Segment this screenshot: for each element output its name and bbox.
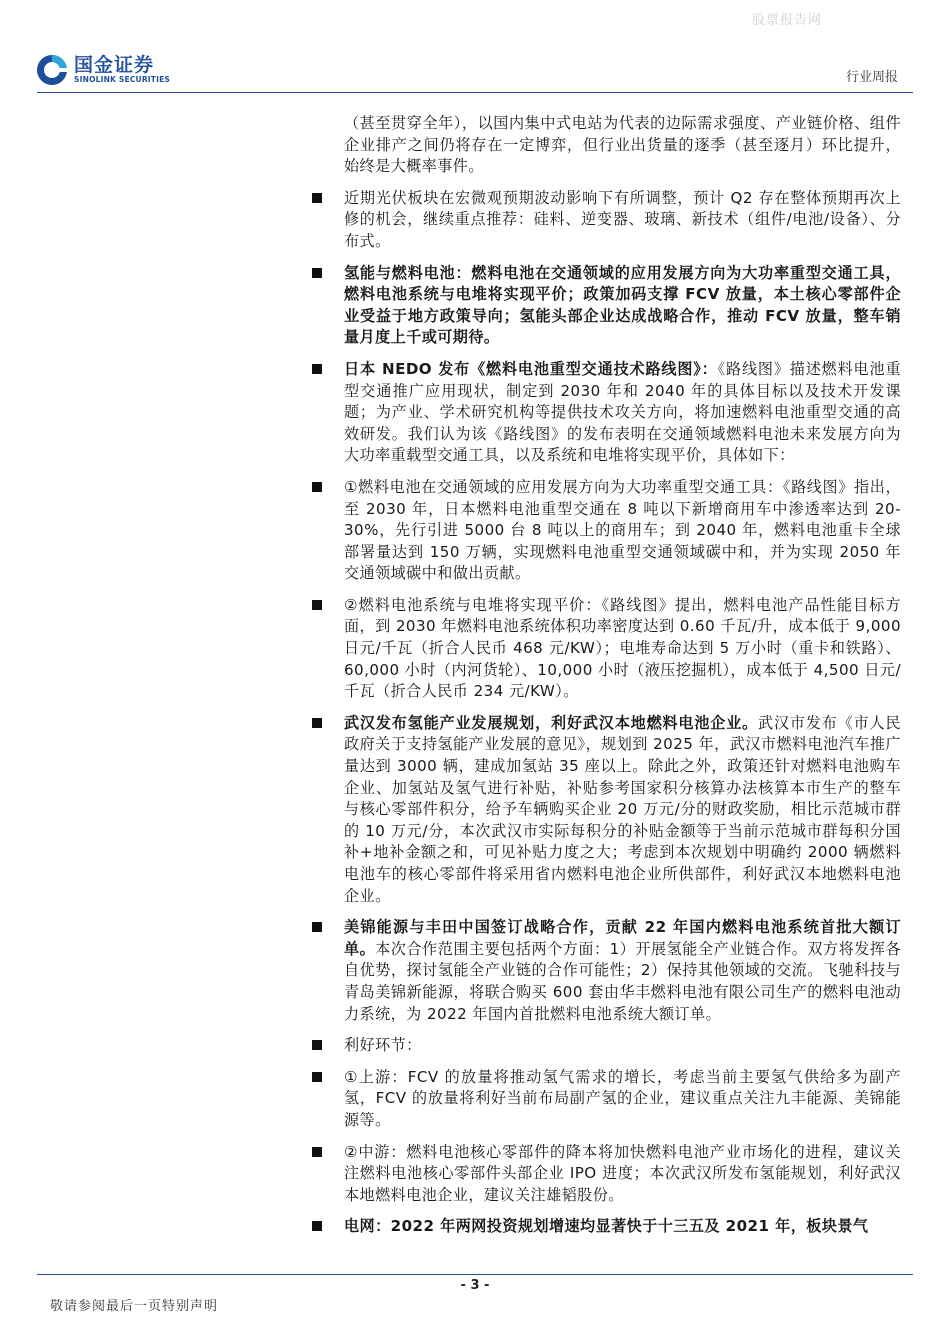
bullet-square-icon [312,364,322,374]
paragraph-11 [344,1142,901,1207]
company-logo [36,54,170,86]
paragraph-5 [344,477,901,585]
logo-chinese-name: 国金证券 [74,54,155,76]
bullet-square-icon [312,922,322,932]
paragraph-text: ①燃料电池在交通领域的应用发展方向为大功率重型交通工具：《路线图》指出，至 2030 年，日本燃料电池重型交通在 8 吨以下新增商用车中渗透率达到 20-30%，先行引进 5000 台 8 吨以上的商用车；到 2040 年，燃料电池重卡全球部署量达到 150 万辆，实现燃料电池重型交通领域碳中和，并为实现 2050 年交通领域碳中和做出贡献。 [344,477,901,583]
bullet-square-icon [312,268,322,278]
report-body [344,113,901,1238]
paragraph-7 [344,713,901,907]
bullet-square-icon [312,1147,322,1157]
paragraph-text: ②燃料电池系统与电堆将实现平价：《路线图》提出，燃料电池产品性能目标方面，到 2030 年燃料电池系统体积功率密度达到 0.60 千瓦/升，成本低于 9,000 日元/千瓦（折合人民币 468 元/KW）；电堆寿命达到 5 万小时（重卡和铁路）、60,000 小时（内河货轮）、10,000 小时（液压挖掘机），成本低于 4,500 日元/千瓦（折合人民币 234 元/KW）。 [344,595,901,701]
paragraph-text: 近期光伏板块在宏微观预期波动影响下有所调整，预计 Q2 存在整体预期再次上修的机会，继续重点推荐：硅料、逆变器、玻璃、新技术（组件/电池/设备）、分布式。 [344,188,901,250]
footer-divider [37,1274,913,1275]
paragraph-10 [344,1067,901,1132]
paragraph-text: ①上游：FCV 的放量将推动氢气需求的增长，考虑当前主要氢气供给多为副产氢，FCV 的放量将利好当前布局副产氢的企业，建议重点关注九丰能源、美锦能源等。 [344,1067,901,1129]
bullet-square-icon [312,1072,322,1082]
paragraph-4 [344,359,901,467]
paragraph-9 [344,1035,901,1057]
paragraph-3 [344,263,901,349]
paragraph-12 [344,1216,901,1238]
paragraph-lead: 武汉发布氢能产业发展规划，利好武汉本地燃料电池企业。 [344,713,759,732]
paragraph-lead: 日本 NEDO 发布《燃料电池重型交通技术路线图》： [344,359,718,378]
paragraph-1 [344,113,901,178]
paragraph-text: ②中游：燃料电池核心零部件的降本将加快燃料电池产业市场化的进程，建议关注燃料电池核心零部件头部企业 IPO 进度；本次武汉所发布氢能规划，利好武汉本地燃料电池企业，建议关注雄韬股份。 [344,1142,901,1204]
paragraph-text: 本次合作范围主要包括两个方面：1）开展氢能全产业链合作。双方将发挥各自优势，探讨氢能全产业链的合作可能性；2）保持其他领域的交流。飞驰科技与青岛美锦新能源，将联合购买 600 套由华丰燃料电池有限公司生产的燃料电池动力系统，为 2022 年国内首批燃料电池系统大额订单。 [344,939,902,1023]
logo-mark-icon [36,54,68,86]
paragraph-text: （甚至贯穿全年），以国内集中式电站为代表的边际需求强度、产业链价格、组件企业排产之间仍将存在一定博弈，但行业出货量的逐季（甚至逐月）环比提升，始终是大概率事件。 [344,114,901,176]
bullet-square-icon [312,600,322,610]
paragraph-text: 氢能与燃料电池：燃料电池在交通领域的应用发展方向为大功率重型交通工具，燃料电池系统与电堆将实现平价；政策加码支撑 FCV 放量，本土核心零部件企业受益于地方政策导向；氢能头部企业达成战略合作，推动 FCV 放量，整车销量月度上千或可期待。 [344,263,901,347]
paragraph-6 [344,595,901,703]
bullet-square-icon [312,1040,322,1050]
paragraph-text: 武汉市发布《市人民政府关于支持氢能产业发展的意见》，规划到 2025 年，武汉市燃料电池汽车推广量达到 3000 辆，建成加氢站 35 座以上。除此之外，政策还针对燃料电池购车企业、加氢站及氢气进行补贴，补贴参考国家积分核算办法核算本市生产的整车与核心零部件积分，给予车辆购买企业 20 万元/分的财政奖励，相比示范城市群的 10 万元/分，本次武汉市实际每积分的补贴金额等于当前示范城市群每积分国补+地补金额之和，可见补贴力度之大；考虑到本次规划中明确约 2000 辆燃料电池车的核心零部件将采用省内燃料电池企业所供部件，利好武汉本地燃料电池企业。 [344,713,901,905]
paragraph-8 [344,917,901,1025]
footer-disclaimer: 敬请参阅最后一页特别声明 [50,1299,219,1314]
watermark: 股票报告网 [752,13,823,28]
bullet-square-icon [312,482,322,492]
page-number: - 3 - [460,1278,490,1293]
logo-english-name: SINOLINK SECURITIES [74,75,171,84]
paragraph-text: 《路线图》描述燃料电池重型交通推广应用现状，制定到 2030 年和 2040 年的具体目标以及技术开发课题；为产业、学术研究机构等提供技术攻关方向，将加速燃料电池重型交通的高效研发。我们认为该《路线图》的发布表明在交通领域燃料电池未来发展方向为大功率重载型交通工具，以及系统和电堆将实现平价，具体如下： [344,359,901,465]
report-type: 行业周报 [846,70,899,85]
header-divider [37,92,913,93]
paragraph-2 [344,188,901,253]
paragraph-text: 电网：2022 年两网投资规划增速均显著快于十三五及 2021 年，板块景气 [344,1217,869,1236]
paragraph-text: 利好环节： [344,1036,422,1055]
bullet-square-icon [312,193,322,203]
paragraph-lead: 美锦能源与丰田中国签订战略合作，贡献 22 年国内燃料电池系统首批大额订单。 [344,918,901,958]
bullet-square-icon [312,1221,322,1231]
bullet-square-icon [312,718,322,728]
